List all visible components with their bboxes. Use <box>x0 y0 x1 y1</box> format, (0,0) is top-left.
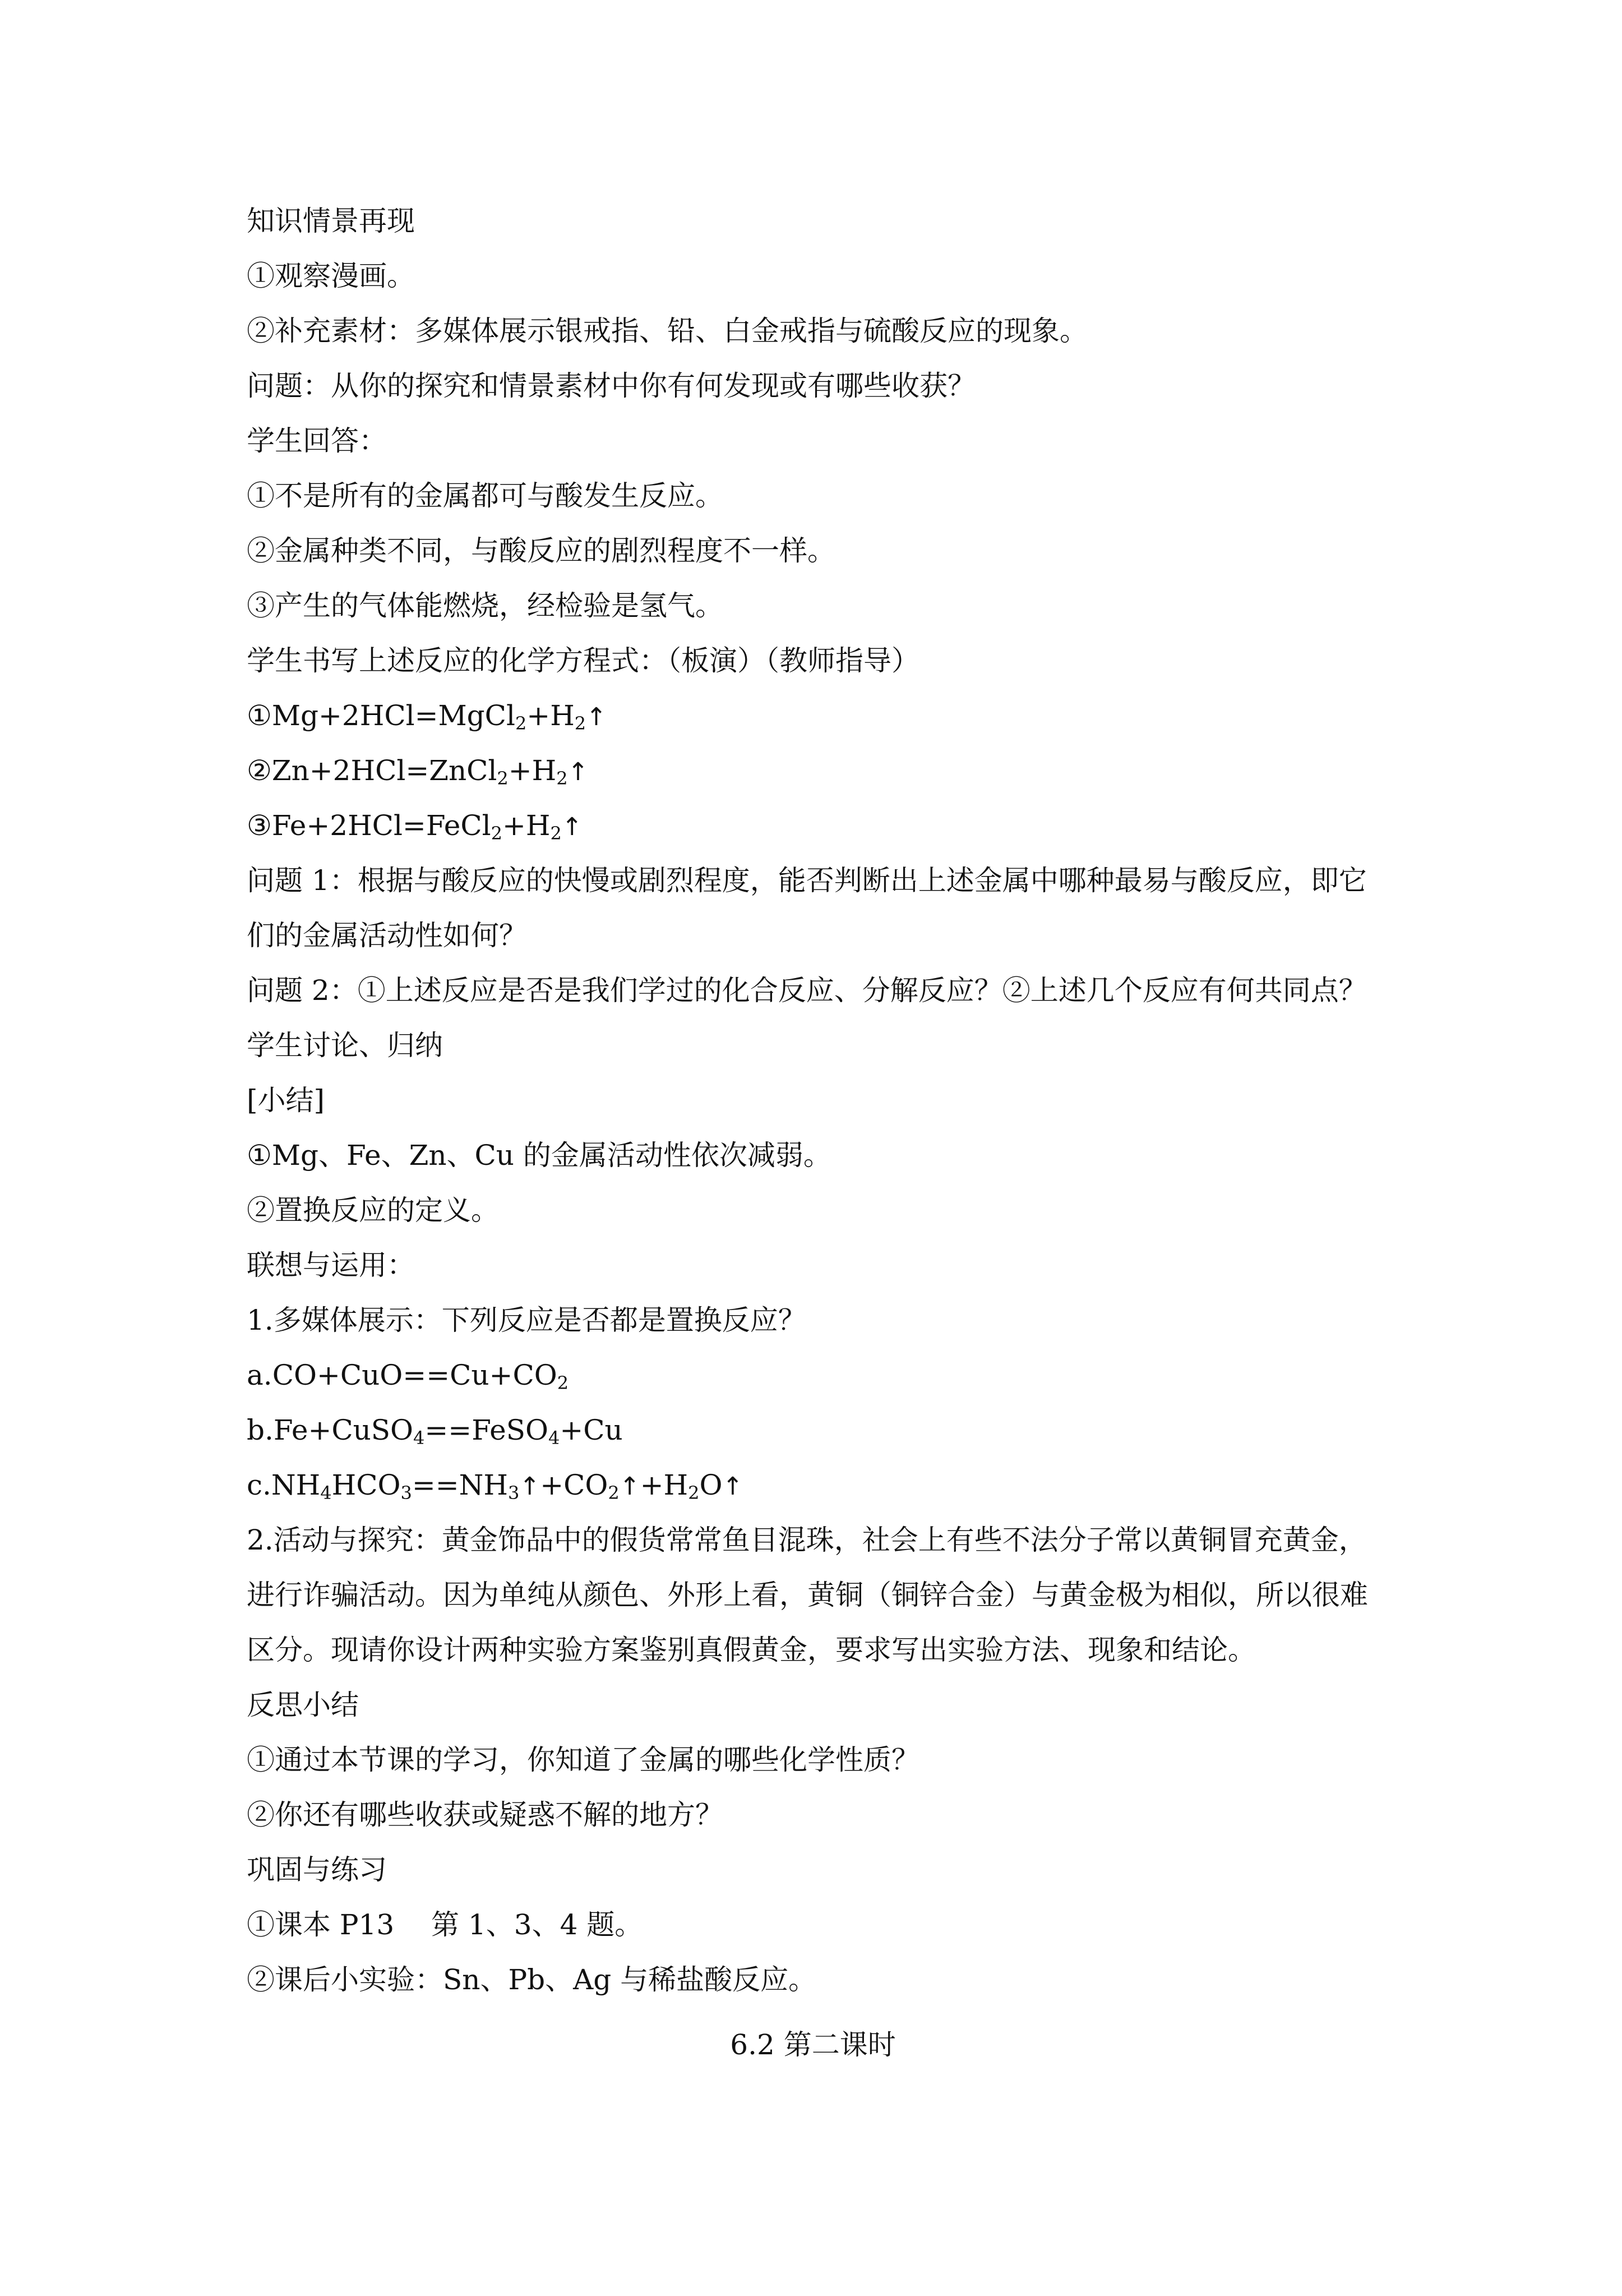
gas-arrow-icon: ↑ <box>519 1472 540 1501</box>
formula-text: +H <box>640 1469 688 1501</box>
homework-1: ①课本 P13 第 1、3、4 题。 <box>247 1908 643 1941</box>
subscript: 2 <box>497 768 509 789</box>
observe-line: ①观察漫画。 <box>247 260 415 292</box>
gas-arrow-icon: ↑ <box>619 1472 640 1501</box>
subscript: 2 <box>550 823 562 844</box>
formula-text: +H <box>502 809 551 842</box>
activity-line-2: 进行诈骗活动。因为单纯从颜色、外形上看，黄铜（铜锌合金）与黄金极为相似，所以很难 <box>247 1579 1368 1611</box>
formula-text: +H <box>526 699 575 732</box>
subscript: 2 <box>556 768 568 789</box>
reaction-c <box>247 1458 1379 1513</box>
subscript: 2 <box>515 713 527 734</box>
formula-text: ==NH <box>412 1469 508 1501</box>
activity-line-1: 2.活动与探究：黄金饰品中的假货常常鱼目混珠，社会上有些不法分子常以黄铜冒充黄金， <box>247 1524 1367 1556</box>
formula-text: a.CO+CuO==Cu+CO <box>247 1359 557 1391</box>
question-1-line-2: 们的金属活动性如何？ <box>247 919 527 952</box>
reaction-a <box>247 1348 1379 1403</box>
summary-1: ①Mg、Fe、Zn、Cu 的金属活动性依次减弱。 <box>247 1139 831 1172</box>
formula-text: +H <box>508 754 557 787</box>
write-equation-instruction: 学生书写上述反应的化学方程式：（板演）（教师指导） <box>247 644 919 677</box>
subscript: 4 <box>320 1482 332 1504</box>
formula-text: +CO <box>540 1469 608 1501</box>
gas-arrow-icon: ↑ <box>586 703 607 731</box>
homework-2: ②课后小实验：Sn、Pb、Ag 与稀盐酸反应。 <box>247 1963 817 1996</box>
formula-text: ③Fe+2HCl=FeCl <box>247 809 491 842</box>
summary-2: ②置换反应的定义。 <box>247 1194 499 1227</box>
apply-heading: 联想与运用： <box>247 1249 415 1281</box>
subscript: 2 <box>608 1482 620 1504</box>
formula-text: +Cu <box>560 1414 623 1446</box>
equation-1 <box>247 688 1379 743</box>
formula-text: O <box>699 1469 723 1501</box>
document-body <box>247 193 1379 2072</box>
subscript: 2 <box>688 1482 700 1504</box>
subscript: 2 <box>574 713 586 734</box>
summary-label: [小结] <box>247 1084 325 1117</box>
formula-text: c.NH <box>247 1469 321 1501</box>
formula-text: b.Fe+CuSO <box>247 1414 414 1446</box>
consolidate-heading: 巩固与练习 <box>247 1854 387 1886</box>
subscript: 2 <box>491 823 502 844</box>
formula-text: ==FeSO <box>424 1414 548 1446</box>
answer-2: ②金属种类不同，与酸反应的剧烈程度不一样。 <box>247 534 835 567</box>
formula-text: ①Mg+2HCl=MgCl <box>247 699 515 732</box>
gas-arrow-icon: ↑ <box>561 813 583 841</box>
formula-text: ②Zn+2HCl=ZnCl <box>247 754 497 787</box>
gas-arrow-icon: ↑ <box>722 1472 743 1501</box>
equation-2 <box>247 743 1379 798</box>
reflect-2: ②你还有哪些收获或疑惑不解的地方？ <box>247 1799 723 1831</box>
answer-1: ①不是所有的金属都可与酸发生反应。 <box>247 480 723 512</box>
equation-3 <box>247 798 1379 853</box>
question-line: 问题：从你的探究和情景素材中你有何发现或有哪些收获？ <box>247 370 976 402</box>
section-title: 6.2 第二课时 <box>730 2028 896 2061</box>
item-1: 1.多媒体展示：下列反应是否都是置换反应？ <box>247 1304 806 1336</box>
discussion-line: 学生讨论、归纳 <box>247 1029 443 1062</box>
reflect-heading: 反思小结 <box>247 1689 359 1721</box>
gas-arrow-icon: ↑ <box>567 758 589 786</box>
material-line: ②补充素材：多媒体展示银戒指、铅、白金戒指与硫酸反应的现象。 <box>247 315 1088 347</box>
subscript: 2 <box>557 1372 569 1394</box>
subscript: 4 <box>548 1427 560 1449</box>
heading-scene: 知识情景再现 <box>247 205 415 237</box>
subscript: 3 <box>507 1482 520 1504</box>
question-1-line-1: 问题 1：根据与酸反应的快慢或剧烈程度，能否判断出上述金属中哪种最易与酸反应，即它 <box>247 864 1367 897</box>
subscript: 3 <box>400 1482 412 1504</box>
question-2: 问题 2：①上述反应是否是我们学过的化合反应、分解反应？②上述几个反应有何共同点？ <box>247 974 1367 1007</box>
answer-3: ③产生的气体能燃烧，经检验是氢气。 <box>247 589 723 622</box>
activity-line-3: 区分。现请你设计两种实验方案鉴别真假黄金，要求写出实验方法、现象和结论。 <box>247 1634 1256 1666</box>
subscript: 4 <box>413 1427 425 1449</box>
student-answer-label: 学生回答： <box>247 425 387 457</box>
formula-text: HCO <box>331 1469 401 1501</box>
reflect-1: ①通过本节课的学习，你知道了金属的哪些化学性质？ <box>247 1744 919 1776</box>
reaction-b <box>247 1403 1379 1458</box>
